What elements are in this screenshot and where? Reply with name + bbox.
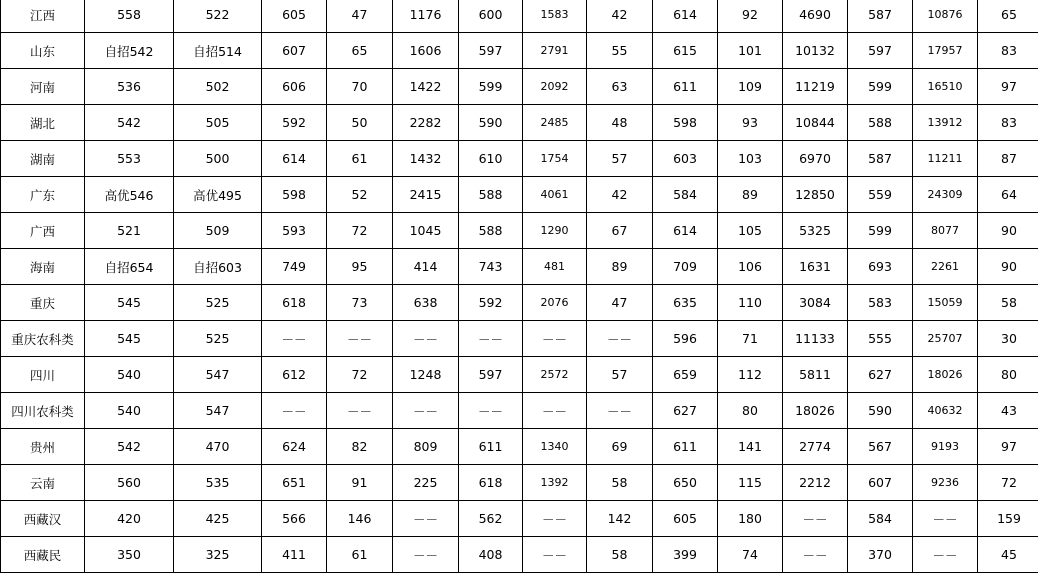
table-cell: 599	[848, 213, 913, 249]
table-cell: 57	[587, 357, 653, 393]
table-cell: 89	[718, 177, 783, 213]
table-cell: 350	[85, 537, 174, 573]
table-cell: 42	[587, 177, 653, 213]
table-cell: 522	[174, 0, 262, 33]
table-row	[1, 105, 1041, 141]
table-cell: 112	[718, 357, 783, 393]
table-cell: －－	[393, 393, 459, 429]
table-cell: 540	[85, 393, 174, 429]
table-cell: 618	[459, 465, 523, 501]
table-cell: 70	[327, 69, 393, 105]
table-cell: 17957	[913, 33, 978, 69]
table-cell: 470	[174, 429, 262, 465]
table-cell: 635	[653, 285, 718, 321]
table-cell: 高优546	[85, 177, 174, 213]
table-cell: 97	[978, 69, 1041, 105]
province-cell: 江西	[1, 0, 85, 33]
province-cell: 西藏民	[1, 537, 85, 573]
table-cell: 1340	[523, 429, 587, 465]
table-cell: 545	[85, 321, 174, 357]
province-cell: 山东	[1, 33, 85, 69]
table-cell: 48	[587, 105, 653, 141]
table-cell: 521	[85, 213, 174, 249]
table-cell: 505	[174, 105, 262, 141]
table-cell: 106	[718, 249, 783, 285]
province-cell: 云南	[1, 465, 85, 501]
table-cell: 558	[85, 0, 174, 33]
table-cell: 115	[718, 465, 783, 501]
table-cell: 555	[848, 321, 913, 357]
table-cell: 58	[587, 537, 653, 573]
table-row	[1, 33, 1041, 69]
table-cell: 6970	[783, 141, 848, 177]
table-cell: 109	[718, 69, 783, 105]
table-cell: －－	[459, 393, 523, 429]
table-cell: 588	[459, 213, 523, 249]
table-cell: 597	[459, 33, 523, 69]
table-cell: 610	[459, 141, 523, 177]
table-cell: 57	[587, 141, 653, 177]
table-cell: 809	[393, 429, 459, 465]
table-cell: 1432	[393, 141, 459, 177]
table-cell: 146	[327, 501, 393, 537]
table-cell: 612	[262, 357, 327, 393]
table-cell: 509	[174, 213, 262, 249]
table-cell: 502	[174, 69, 262, 105]
table-cell: 598	[653, 105, 718, 141]
table-cell: 4690	[783, 0, 848, 33]
table-row	[1, 465, 1041, 501]
table-cell: 72	[327, 357, 393, 393]
table-cell: 598	[262, 177, 327, 213]
table-cell: 592	[262, 105, 327, 141]
table-cell: 615	[653, 33, 718, 69]
table-cell: 1045	[393, 213, 459, 249]
table-cell: 611	[653, 429, 718, 465]
table-cell: 540	[85, 357, 174, 393]
table-cell: －－	[327, 393, 393, 429]
table-cell: 45	[978, 537, 1041, 573]
table-cell: 4061	[523, 177, 587, 213]
table-cell: －－	[913, 501, 978, 537]
table-cell: 65	[978, 0, 1041, 33]
table-cell: 545	[85, 285, 174, 321]
table-cell: －－	[523, 501, 587, 537]
table-cell: 141	[718, 429, 783, 465]
table-cell: 自招514	[174, 33, 262, 69]
table-cell: 11219	[783, 69, 848, 105]
table-cell: 566	[262, 501, 327, 537]
table-cell: 101	[718, 33, 783, 69]
table-cell: 593	[262, 213, 327, 249]
table-cell: －－	[783, 537, 848, 573]
table-cell: 105	[718, 213, 783, 249]
table-cell: 高优495	[174, 177, 262, 213]
table-cell: －－	[523, 393, 587, 429]
table-cell: 2076	[523, 285, 587, 321]
table-cell: 1392	[523, 465, 587, 501]
table-cell: 627	[848, 357, 913, 393]
table-body	[1, 0, 1041, 573]
table-cell: 553	[85, 141, 174, 177]
table-cell: 600	[459, 0, 523, 33]
table-cell: 16510	[913, 69, 978, 105]
table-cell: 599	[848, 69, 913, 105]
table-cell: 587	[848, 141, 913, 177]
table-cell: －－	[459, 321, 523, 357]
table-row	[1, 357, 1041, 393]
table-cell: 605	[653, 501, 718, 537]
table-cell: 1606	[393, 33, 459, 69]
table-cell: 370	[848, 537, 913, 573]
province-cell: 海南	[1, 249, 85, 285]
province-cell: 四川农科类	[1, 393, 85, 429]
table-cell: 91	[327, 465, 393, 501]
table-cell: 525	[174, 285, 262, 321]
table-row	[1, 429, 1041, 465]
table-cell: 1583	[523, 0, 587, 33]
table-cell: 1631	[783, 249, 848, 285]
table-cell: －－	[262, 393, 327, 429]
table-cell: 72	[978, 465, 1041, 501]
table-cell: 82	[327, 429, 393, 465]
table-cell: 71	[718, 321, 783, 357]
table-cell: 2415	[393, 177, 459, 213]
province-cell: 西藏汉	[1, 501, 85, 537]
table-cell: 1290	[523, 213, 587, 249]
table-cell: 18026	[783, 393, 848, 429]
table-cell: 2092	[523, 69, 587, 105]
table-cell: 43	[978, 393, 1041, 429]
table-cell: 58	[587, 465, 653, 501]
table-cell: 自招654	[85, 249, 174, 285]
table-cell: 50	[327, 105, 393, 141]
table-cell: 525	[174, 321, 262, 357]
table-row	[1, 501, 1041, 537]
table-cell: 11211	[913, 141, 978, 177]
table-cell: 13912	[913, 105, 978, 141]
province-cell: 湖南	[1, 141, 85, 177]
table-cell: 110	[718, 285, 783, 321]
table-cell: 74	[718, 537, 783, 573]
table-cell: 25707	[913, 321, 978, 357]
table-cell: 542	[85, 105, 174, 141]
table-row	[1, 141, 1041, 177]
table-cell: 693	[848, 249, 913, 285]
table-cell: 90	[978, 249, 1041, 285]
table-cell: 547	[174, 393, 262, 429]
province-cell: 四川	[1, 357, 85, 393]
page-margin	[1038, 0, 1048, 583]
table-cell: 97	[978, 429, 1041, 465]
table-cell: 547	[174, 357, 262, 393]
table-cell: 411	[262, 537, 327, 573]
table-cell: 584	[653, 177, 718, 213]
table-cell: 542	[85, 429, 174, 465]
table-cell: 559	[848, 177, 913, 213]
table-cell: －－	[523, 537, 587, 573]
table-cell: 596	[653, 321, 718, 357]
table-cell: 2282	[393, 105, 459, 141]
table-cell: 87	[978, 141, 1041, 177]
table-cell: 5325	[783, 213, 848, 249]
table-cell: 2791	[523, 33, 587, 69]
table-cell: 611	[459, 429, 523, 465]
table-cell: 535	[174, 465, 262, 501]
table-cell: 584	[848, 501, 913, 537]
table-cell: 30	[978, 321, 1041, 357]
table-cell: 560	[85, 465, 174, 501]
table-cell: 590	[848, 393, 913, 429]
table-cell: 80	[978, 357, 1041, 393]
table-cell: 2485	[523, 105, 587, 141]
table-cell: 588	[459, 177, 523, 213]
table-cell: 414	[393, 249, 459, 285]
table-cell: 12850	[783, 177, 848, 213]
table-cell: 1248	[393, 357, 459, 393]
table-cell: 5811	[783, 357, 848, 393]
table-cell: 58	[978, 285, 1041, 321]
table-cell: 83	[978, 105, 1041, 141]
table-cell: 61	[327, 141, 393, 177]
table-cell: 93	[718, 105, 783, 141]
table-cell: 599	[459, 69, 523, 105]
table-cell: 408	[459, 537, 523, 573]
table-cell: 618	[262, 285, 327, 321]
table-cell: 65	[327, 33, 393, 69]
table-cell: 614	[653, 0, 718, 33]
table-cell: 614	[262, 141, 327, 177]
table-cell: 659	[653, 357, 718, 393]
table-cell: 89	[587, 249, 653, 285]
table-cell: 69	[587, 429, 653, 465]
table-cell: 159	[978, 501, 1041, 537]
table-cell: －－	[262, 321, 327, 357]
province-cell: 贵州	[1, 429, 85, 465]
table-cell: 8077	[913, 213, 978, 249]
table-cell: －－	[393, 537, 459, 573]
table-cell: 1422	[393, 69, 459, 105]
table-cell: 500	[174, 141, 262, 177]
table-cell: 588	[848, 105, 913, 141]
table-cell: 607	[848, 465, 913, 501]
table-cell: 10876	[913, 0, 978, 33]
table-cell: 180	[718, 501, 783, 537]
table-cell: 562	[459, 501, 523, 537]
table-cell: 15059	[913, 285, 978, 321]
province-cell: 广西	[1, 213, 85, 249]
table-cell: 607	[262, 33, 327, 69]
table-cell: 67	[587, 213, 653, 249]
table-cell: －－	[783, 501, 848, 537]
table-cell: －－	[327, 321, 393, 357]
table-cell: －－	[587, 393, 653, 429]
table-cell: 18026	[913, 357, 978, 393]
table-cell: 1754	[523, 141, 587, 177]
table-cell: 42	[587, 0, 653, 33]
table-cell: 9193	[913, 429, 978, 465]
table-cell: 590	[459, 105, 523, 141]
table-cell: 425	[174, 501, 262, 537]
table-row	[1, 177, 1041, 213]
table-cell: 603	[653, 141, 718, 177]
table-cell: 72	[327, 213, 393, 249]
table-cell: 567	[848, 429, 913, 465]
table-cell: 自招542	[85, 33, 174, 69]
province-cell: 湖北	[1, 105, 85, 141]
table-cell: 11133	[783, 321, 848, 357]
table-cell: 47	[327, 0, 393, 33]
table-cell: 95	[327, 249, 393, 285]
table-cell: 103	[718, 141, 783, 177]
table-cell: 52	[327, 177, 393, 213]
table-cell: 9236	[913, 465, 978, 501]
table-cell: 24309	[913, 177, 978, 213]
table-row	[1, 249, 1041, 285]
table-cell: 749	[262, 249, 327, 285]
table-cell: 325	[174, 537, 262, 573]
table-row	[1, 213, 1041, 249]
table-cell: 614	[653, 213, 718, 249]
table-cell: 587	[848, 0, 913, 33]
table-cell: 10132	[783, 33, 848, 69]
table-cell: 92	[718, 0, 783, 33]
table-cell: 63	[587, 69, 653, 105]
table-cell: 55	[587, 33, 653, 69]
province-cell: 重庆	[1, 285, 85, 321]
table-cell: 3084	[783, 285, 848, 321]
table-row	[1, 393, 1041, 429]
table-cell: 80	[718, 393, 783, 429]
table-cell: 536	[85, 69, 174, 105]
table-cell: 90	[978, 213, 1041, 249]
table-cell: 651	[262, 465, 327, 501]
table-cell: 592	[459, 285, 523, 321]
table-cell: 自招603	[174, 249, 262, 285]
province-cell: 广东	[1, 177, 85, 213]
table-cell: －－	[393, 501, 459, 537]
table-cell: 1176	[393, 0, 459, 33]
table-cell: －－	[393, 321, 459, 357]
table-cell: 399	[653, 537, 718, 573]
table-cell: 638	[393, 285, 459, 321]
table-cell: 597	[848, 33, 913, 69]
table-cell: 583	[848, 285, 913, 321]
table-cell: 709	[653, 249, 718, 285]
table-cell: 481	[523, 249, 587, 285]
table-cell: 597	[459, 357, 523, 393]
table-cell: －－	[913, 537, 978, 573]
table-cell: 605	[262, 0, 327, 33]
table-cell: 225	[393, 465, 459, 501]
table-cell: 650	[653, 465, 718, 501]
table-cell: 606	[262, 69, 327, 105]
table-row	[1, 0, 1041, 33]
table-cell: 64	[978, 177, 1041, 213]
table-cell: 2572	[523, 357, 587, 393]
table-cell: －－	[587, 321, 653, 357]
province-cell: 河南	[1, 69, 85, 105]
table-cell: －－	[523, 321, 587, 357]
table-cell: 624	[262, 429, 327, 465]
table-cell: 142	[587, 501, 653, 537]
table-cell: 627	[653, 393, 718, 429]
table-row	[1, 285, 1041, 321]
table-cell: 47	[587, 285, 653, 321]
table-cell: 2261	[913, 249, 978, 285]
table-cell: 40632	[913, 393, 978, 429]
table-cell: 611	[653, 69, 718, 105]
table-cell: 61	[327, 537, 393, 573]
table-cell: 73	[327, 285, 393, 321]
table-cell: 2212	[783, 465, 848, 501]
table-cell: 743	[459, 249, 523, 285]
table-cell: 2774	[783, 429, 848, 465]
table-cell: 83	[978, 33, 1041, 69]
table-cell: 10844	[783, 105, 848, 141]
table-row	[1, 537, 1041, 573]
table-cell: 420	[85, 501, 174, 537]
table-row	[1, 321, 1041, 357]
province-cell: 重庆农科类	[1, 321, 85, 357]
table-row	[1, 69, 1041, 105]
